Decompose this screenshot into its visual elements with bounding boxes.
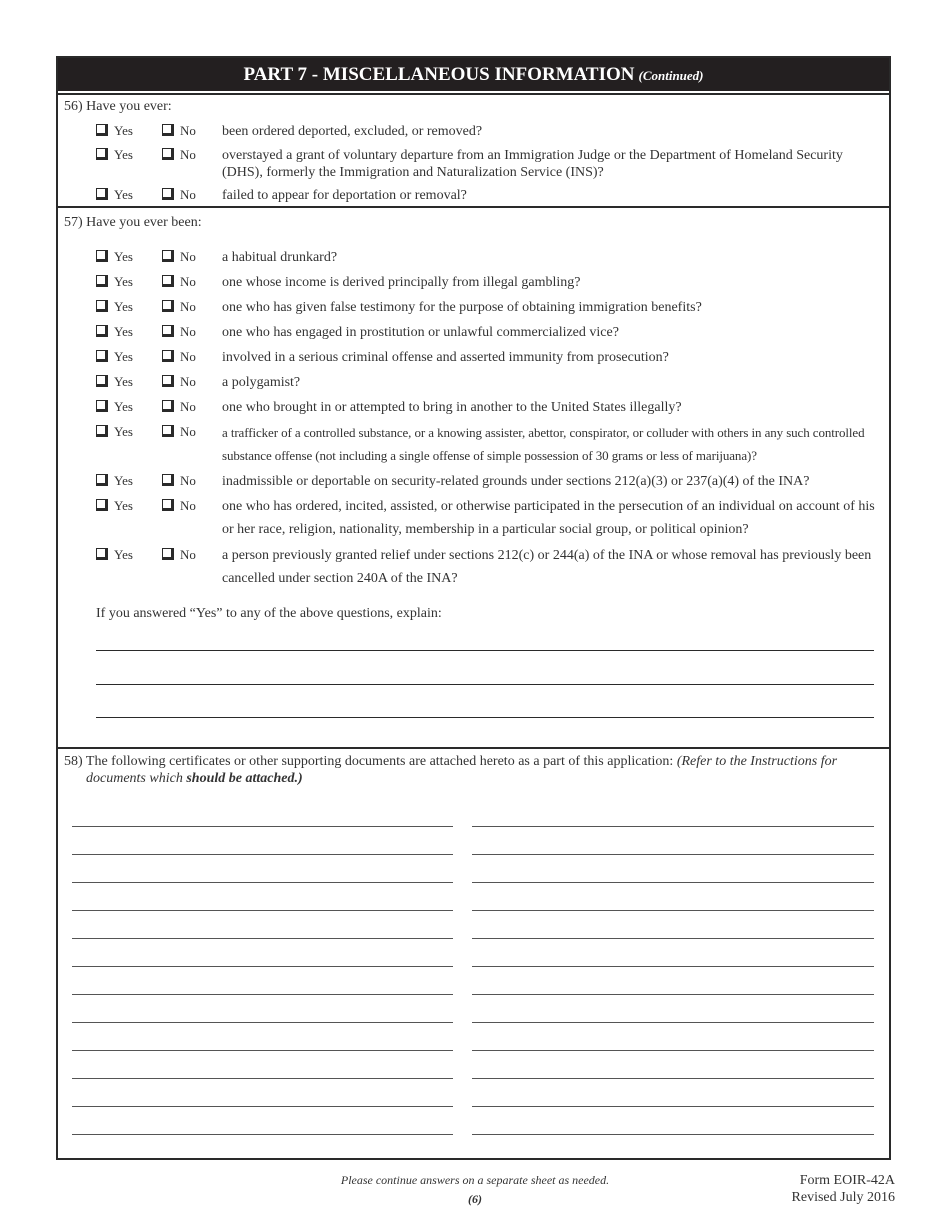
no-checkbox[interactable]: No bbox=[162, 348, 196, 366]
document-entry-line[interactable] bbox=[472, 1106, 874, 1107]
q57-item-8: a trafficker of a controlled substance, or a knowing assister, abettor, conspirator, or colluder with others in any such controlled bbox=[222, 425, 865, 440]
q56-row bbox=[58, 185, 889, 205]
q57-item-6: a polygamist? bbox=[222, 375, 301, 390]
yes-checkbox[interactable]: Yes bbox=[96, 497, 133, 515]
yes-checkbox[interactable]: Yes bbox=[96, 248, 133, 266]
part-continued: (Continued) bbox=[638, 68, 704, 83]
form-revised: Revised July 2016 bbox=[791, 1190, 895, 1205]
yes-checkbox[interactable]: Yes bbox=[96, 323, 133, 341]
no-checkbox[interactable]: No bbox=[162, 298, 196, 316]
document-entry-line[interactable] bbox=[72, 966, 453, 967]
q57-item-5: involved in a serious criminal offense and asserted immunity from prosecution? bbox=[222, 350, 669, 365]
yes-checkbox[interactable]: Yes bbox=[96, 146, 133, 164]
q57-row bbox=[58, 471, 889, 491]
no-checkbox[interactable]: No bbox=[162, 373, 196, 391]
document-entry-line[interactable] bbox=[472, 826, 874, 827]
q57-row bbox=[58, 247, 889, 267]
part-header bbox=[58, 58, 889, 91]
q57-item-4: one who has engaged in prostitution or unlawful commercialized vice? bbox=[222, 325, 619, 340]
document-entry-line[interactable] bbox=[472, 1050, 874, 1051]
q57-item-9: inadmissible or deportable on security-related grounds under sections 212(a)(3) or 237(a)(4) of the INA? bbox=[222, 474, 810, 489]
yes-checkbox[interactable]: Yes bbox=[96, 398, 133, 416]
document-entry-line[interactable] bbox=[72, 826, 453, 827]
no-checkbox[interactable]: No bbox=[162, 472, 196, 490]
document-entry-line[interactable] bbox=[72, 1078, 453, 1079]
q56-heading: 56) Have you ever: bbox=[64, 99, 172, 114]
yes-checkbox[interactable]: Yes bbox=[96, 546, 133, 564]
q56-row bbox=[58, 145, 889, 165]
document-entry-line[interactable] bbox=[472, 1078, 874, 1079]
document-entry-line[interactable] bbox=[72, 1022, 453, 1023]
q57-item-10: one who has ordered, incited, assisted, or otherwise participated in the persecution of an individual on account of his bbox=[222, 499, 875, 514]
q57-item-2: one whose income is derived principally from illegal gambling? bbox=[222, 275, 581, 290]
form-id bbox=[792, 1172, 895, 1206]
document-entry-line[interactable] bbox=[472, 938, 874, 939]
document-entry-line[interactable] bbox=[72, 938, 453, 939]
no-checkbox[interactable]: No bbox=[162, 146, 196, 164]
yes-checkbox[interactable]: Yes bbox=[96, 472, 133, 490]
document-entry-line[interactable] bbox=[472, 966, 874, 967]
q57-item-7: one who brought in or attempted to bring in another to the United States illegally? bbox=[222, 400, 682, 415]
part-title: PART 7 - MISCELLANEOUS INFORMATION bbox=[243, 64, 635, 85]
q57-row bbox=[58, 496, 889, 516]
no-checkbox[interactable]: No bbox=[162, 122, 196, 140]
q56-item-3: failed to appear for deportation or removal? bbox=[222, 188, 467, 203]
no-checkbox[interactable]: No bbox=[162, 497, 196, 515]
footer-note: Please continue answers on a separate sheet as needed. bbox=[340, 1173, 610, 1187]
yes-checkbox[interactable]: Yes bbox=[96, 273, 133, 291]
q57-row bbox=[58, 322, 889, 342]
no-checkbox[interactable]: No bbox=[162, 323, 196, 341]
form-page bbox=[56, 56, 891, 1160]
q58-text: 58) The following certificates or other supporting documents are attached hereto as a part of this application: (Refer to the Instructions for documents which should be attached.) bbox=[64, 754, 838, 786]
document-entry-line[interactable] bbox=[472, 854, 874, 855]
yes-checkbox[interactable]: Yes bbox=[96, 298, 133, 316]
document-entry-line[interactable] bbox=[72, 1050, 453, 1051]
q56-item-1: been ordered deported, excluded, or removed? bbox=[222, 124, 483, 139]
yes-checkbox[interactable]: Yes bbox=[96, 423, 133, 441]
q57-row bbox=[58, 545, 889, 565]
q57-heading: 57) Have you ever been: bbox=[64, 215, 202, 230]
no-checkbox[interactable]: No bbox=[162, 398, 196, 416]
no-checkbox[interactable]: No bbox=[162, 423, 196, 441]
q57-row bbox=[58, 372, 889, 392]
divider bbox=[58, 206, 889, 208]
document-entry-line[interactable] bbox=[72, 882, 453, 883]
q57-row bbox=[58, 347, 889, 367]
q57-item-1: a habitual drunkard? bbox=[222, 250, 338, 265]
page-number: (6) bbox=[468, 1192, 482, 1206]
q57-item-10-cont: or her race, religion, nationality, membership in a particular social group, or political opinion? bbox=[222, 522, 749, 537]
q57-item-3: one who has given false testimony for the purpose of obtaining immigration benefits? bbox=[222, 300, 702, 315]
document-entry-line[interactable] bbox=[472, 1134, 874, 1135]
document-entry-line[interactable] bbox=[72, 1134, 453, 1135]
yes-checkbox[interactable]: Yes bbox=[96, 373, 133, 391]
explain-line[interactable] bbox=[96, 717, 874, 718]
document-entry-line[interactable] bbox=[472, 994, 874, 995]
q57-row bbox=[58, 272, 889, 292]
q56-item-2-cont: (DHS), formerly the Immigration and Naturalization Service (INS)? bbox=[222, 165, 604, 180]
document-entry-line[interactable] bbox=[72, 910, 453, 911]
q57-row bbox=[58, 422, 889, 442]
document-entry-line[interactable] bbox=[472, 910, 874, 911]
no-checkbox[interactable]: No bbox=[162, 186, 196, 204]
yes-checkbox[interactable]: Yes bbox=[96, 122, 133, 140]
q57-item-8-cont: substance offense (not including a single offense of simple possession of 30 grams or less of marijuana)? bbox=[222, 448, 757, 463]
document-entry-line[interactable] bbox=[472, 1022, 874, 1023]
q57-row bbox=[58, 397, 889, 417]
q57-row bbox=[58, 297, 889, 317]
q57-item-11: a person previously granted relief under sections 212(c) or 244(a) of the INA or whose removal has previously been bbox=[222, 548, 872, 563]
yes-checkbox[interactable]: Yes bbox=[96, 186, 133, 204]
document-entry-line[interactable] bbox=[72, 994, 453, 995]
document-entry-line[interactable] bbox=[72, 1106, 453, 1107]
no-checkbox[interactable]: No bbox=[162, 273, 196, 291]
document-entry-line[interactable] bbox=[472, 882, 874, 883]
form-number: Form EOIR-42A bbox=[799, 1173, 895, 1188]
q56-row bbox=[58, 121, 889, 141]
document-entry-line[interactable] bbox=[72, 854, 453, 855]
q56-item-2: overstayed a grant of voluntary departure from an Immigration Judge or the Department of Homeland Security bbox=[222, 148, 843, 163]
no-checkbox[interactable]: No bbox=[162, 546, 196, 564]
q57-item-11-cont: cancelled under section 240A of the INA? bbox=[222, 571, 458, 586]
explain-prompt: If you answered “Yes” to any of the above questions, explain: bbox=[96, 606, 442, 621]
explain-line[interactable] bbox=[96, 650, 874, 651]
yes-checkbox[interactable]: Yes bbox=[96, 348, 133, 366]
explain-line[interactable] bbox=[96, 684, 874, 685]
divider bbox=[58, 747, 889, 749]
divider bbox=[58, 93, 889, 95]
no-checkbox[interactable]: No bbox=[162, 248, 196, 266]
